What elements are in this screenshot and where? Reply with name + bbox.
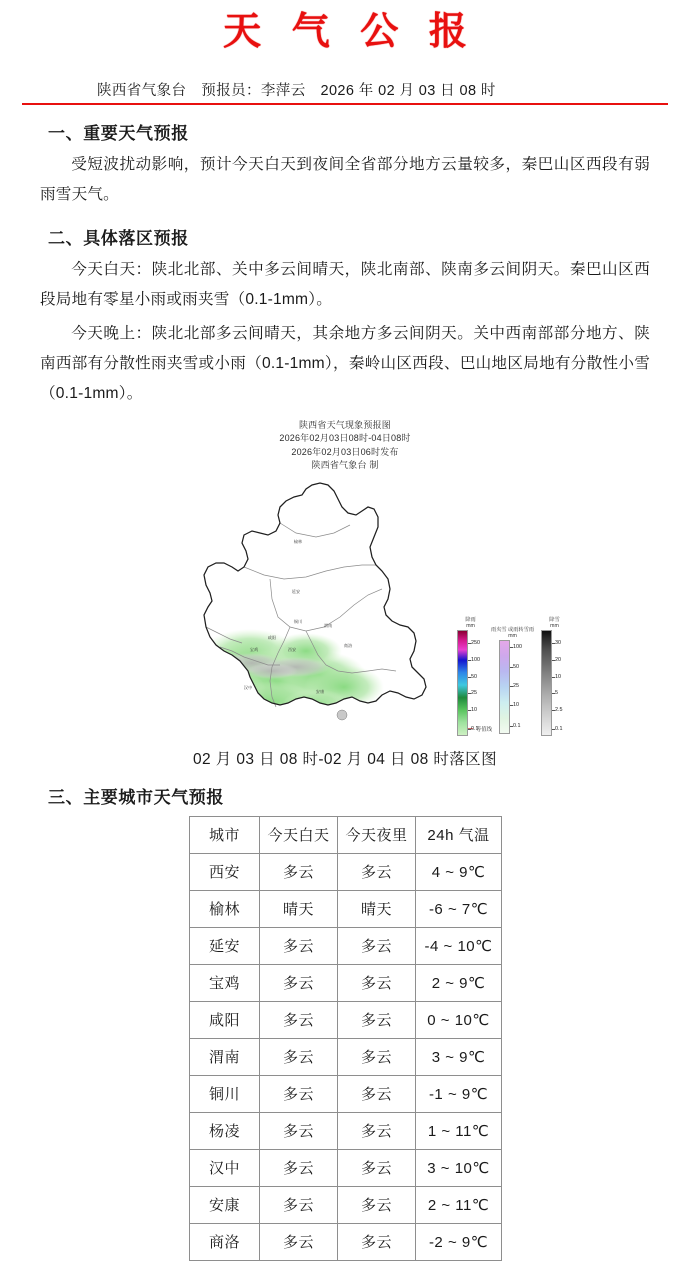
legend-snow-tick-5: 0.1 <box>555 725 563 732</box>
section-detailed-forecast <box>40 224 650 409</box>
legend-rain-tick-2: 50 <box>471 673 478 680</box>
legend-rain-bar <box>457 630 468 736</box>
legend-snow-body <box>541 630 568 736</box>
isoline-label: 等值线 <box>475 726 492 733</box>
table-row <box>190 1038 502 1075</box>
legend-sleet-body <box>499 640 526 734</box>
map-label-shangluo: 商洛 <box>343 642 353 648</box>
legend-rain <box>457 617 484 736</box>
cell-temp: 3 ~ 10℃ <box>416 1149 502 1186</box>
cell-temp: -1 ~ 9℃ <box>416 1075 502 1112</box>
section-2-paragraph-night: 今天晚上：陕北北部多云间晴天，其余地方多云间阴天。关中西南部部分地方、陕南西部有分散性雨夹雪或小雨（0.1-1mm），秦岭山区西段、巴山地区局地有分散性小雪（0.1-1mm）。 <box>40 325 650 403</box>
title-bar <box>0 0 690 57</box>
cell-day: 多云 <box>260 1223 338 1260</box>
map-legend <box>457 617 568 736</box>
cell-temp: 3 ~ 9℃ <box>416 1038 502 1075</box>
legend-sleet <box>491 627 534 734</box>
legend-snow-bar <box>541 630 552 736</box>
byline-text: 陕西省气象台 预报员：李萍云 2026 年 02 月 03 日 08 时 <box>97 83 496 100</box>
section-2-paragraph-day: 今天白天：陕北北部、关中多云间晴天，陕北南部、陕南多云间阴天。秦巴山区西段局地有零星小雨或雨夹雪（0.1-1mm）。 <box>40 261 650 309</box>
map-label-yulin: 榆林 <box>293 538 303 544</box>
cell-night: 多云 <box>338 1112 416 1149</box>
table-header-cell-0: 城市 <box>190 816 260 853</box>
cell-night: 多云 <box>338 1075 416 1112</box>
section-important-forecast <box>40 119 650 210</box>
map-southern-blob <box>337 710 347 720</box>
cell-day: 多云 <box>260 964 338 1001</box>
legend-sleet-title <box>491 627 534 640</box>
city-forecast-table <box>189 816 502 1261</box>
table-row <box>190 964 502 1001</box>
cell-night: 多云 <box>338 927 416 964</box>
cell-night: 多云 <box>338 1223 416 1260</box>
map-label-xianyang: 咸阳 <box>267 634 277 640</box>
cell-day: 多云 <box>260 1001 338 1038</box>
cell-city: 渭南 <box>190 1038 260 1075</box>
map-caption-line-3: 2026年02月03日06时发布 <box>291 446 399 457</box>
cell-day: 多云 <box>260 1038 338 1075</box>
cell-city: 宝鸡 <box>190 964 260 1001</box>
legend-rain-tick-1: 100 <box>471 657 481 664</box>
map-canvas <box>120 475 570 743</box>
legend-snow-tick-1: 20 <box>555 657 561 664</box>
map-label-ankang: 安康 <box>315 688 325 694</box>
cell-temp: 2 ~ 11℃ <box>416 1186 502 1223</box>
map-caption-bottom: 02 月 03 日 08 时-02 月 04 日 08 时落区图 <box>193 750 497 768</box>
map-caption-line-2: 2026年02月03日08时-04日08时 <box>279 433 411 444</box>
legend-snow-name: 降雪 <box>549 616 560 623</box>
table-row <box>190 1112 502 1149</box>
cell-night: 多云 <box>338 1038 416 1075</box>
legend-snow-tick-2: 10 <box>555 673 561 680</box>
weather-map-block <box>0 419 690 769</box>
table-row <box>190 1223 502 1260</box>
legend-snow-tick-3: 5 <box>555 690 558 697</box>
cell-city: 榆林 <box>190 890 260 927</box>
cell-day: 多云 <box>260 1075 338 1112</box>
map-label-xian: 西安 <box>287 646 297 652</box>
cell-night: 多云 <box>338 853 416 890</box>
legend-snow-tick-4: 2.5 <box>555 707 563 714</box>
table-header-cell-2: 今天夜里 <box>338 816 416 853</box>
cell-temp: 4 ~ 9℃ <box>416 853 502 890</box>
legend-sleet-tick-2: 25 <box>513 682 520 689</box>
cell-night: 多云 <box>338 1186 416 1223</box>
table-header-cell-3: 24h 气温 <box>416 816 502 853</box>
legend-snow-unit: mm <box>550 623 559 630</box>
section-3-heading: 三、主要城市天气预报 <box>48 787 224 807</box>
legend-rain-unit: mm <box>466 623 475 630</box>
map-caption-top <box>0 419 690 473</box>
cell-temp: -2 ~ 9℃ <box>416 1223 502 1260</box>
table-row <box>190 1001 502 1038</box>
legend-rain-tick-0: 250 <box>471 640 481 647</box>
legend-sleet-ticks <box>511 640 526 732</box>
cell-day: 多云 <box>260 1186 338 1223</box>
cell-day: 多云 <box>260 1149 338 1186</box>
table-row <box>190 890 502 927</box>
legend-sleet-tick-3: 10 <box>513 702 520 709</box>
page-title: 天 气 公 报 <box>223 11 477 53</box>
section-1-heading: 一、重要天气预报 <box>48 124 189 144</box>
cell-city: 安康 <box>190 1186 260 1223</box>
map-label-weinan: 渭南 <box>323 622 333 628</box>
cell-city: 西安 <box>190 853 260 890</box>
cell-city: 杨凌 <box>190 1112 260 1149</box>
legend-sleet-tick-4: 0.1 <box>513 723 521 730</box>
cell-city: 咸阳 <box>190 1001 260 1038</box>
legend-sleet-tick-1: 50 <box>513 663 520 670</box>
legend-rain-name: 降雨 <box>465 616 476 623</box>
map-label-baoji: 宝鸡 <box>249 646 259 652</box>
cell-night: 多云 <box>338 1149 416 1186</box>
cell-temp: -4 ~ 10℃ <box>416 927 502 964</box>
legend-snow-title <box>549 617 559 630</box>
table-row <box>190 853 502 890</box>
legend-sleet-unit: mm <box>508 633 517 640</box>
legend-rain-title <box>465 617 475 630</box>
map-caption-line-4: 陕西省气象台 制 <box>311 460 379 471</box>
cell-city: 延安 <box>190 927 260 964</box>
cell-city: 汉中 <box>190 1149 260 1186</box>
map-caption-line-1: 陕西省天气现象预报图 <box>298 419 391 430</box>
map-label-tongchuan: 铜川 <box>293 618 303 624</box>
cell-day: 晴天 <box>260 890 338 927</box>
legend-rain-body <box>457 630 484 736</box>
legend-rain-tick-4: 10 <box>471 707 478 714</box>
table-row <box>190 1075 502 1112</box>
table-row <box>190 927 502 964</box>
legend-sleet-tick-0: 100 <box>513 644 523 651</box>
legend-rain-ticks <box>469 630 484 734</box>
cell-day: 多云 <box>260 927 338 964</box>
cell-city: 商洛 <box>190 1223 260 1260</box>
table-header-row <box>190 816 502 853</box>
legend-snow <box>541 617 568 736</box>
cell-day: 多云 <box>260 1112 338 1149</box>
cell-temp: 1 ~ 11℃ <box>416 1112 502 1149</box>
legend-rain-tick-5: 0.1 <box>471 725 479 732</box>
cell-night: 多云 <box>338 1001 416 1038</box>
table-row <box>190 1149 502 1186</box>
map-label-hanzhong: 汉中 <box>243 684 253 690</box>
cell-temp: 0 ~ 10℃ <box>416 1001 502 1038</box>
table-row <box>190 1186 502 1223</box>
cell-temp: -6 ~ 7℃ <box>416 890 502 927</box>
legend-sleet-name: 雨夹雪 或雨转雪雨 <box>491 626 534 633</box>
cell-temp: 2 ~ 9℃ <box>416 964 502 1001</box>
legend-sleet-bar <box>499 640 510 734</box>
cell-night: 晴天 <box>338 890 416 927</box>
section-1-paragraph: 受短波扰动影响，预计今天白天到夜间全省部分地方云量较多，秦巴山区西段有弱雨雪天气。 <box>40 156 650 204</box>
cell-day: 多云 <box>260 853 338 890</box>
section-city-forecast <box>40 783 650 808</box>
section-2-heading: 二、具体落区预报 <box>48 229 189 249</box>
legend-snow-tick-0: 30 <box>555 640 561 647</box>
cell-city: 铜川 <box>190 1075 260 1112</box>
map-label-yanan: 延安 <box>291 588 301 594</box>
table-header-cell-1: 今天白天 <box>260 816 338 853</box>
legend-rain-tick-3: 25 <box>471 690 478 697</box>
byline <box>22 79 668 105</box>
legend-snow-ticks <box>553 630 568 734</box>
city-forecast-table-wrap <box>189 816 501 1261</box>
cell-night: 多云 <box>338 964 416 1001</box>
